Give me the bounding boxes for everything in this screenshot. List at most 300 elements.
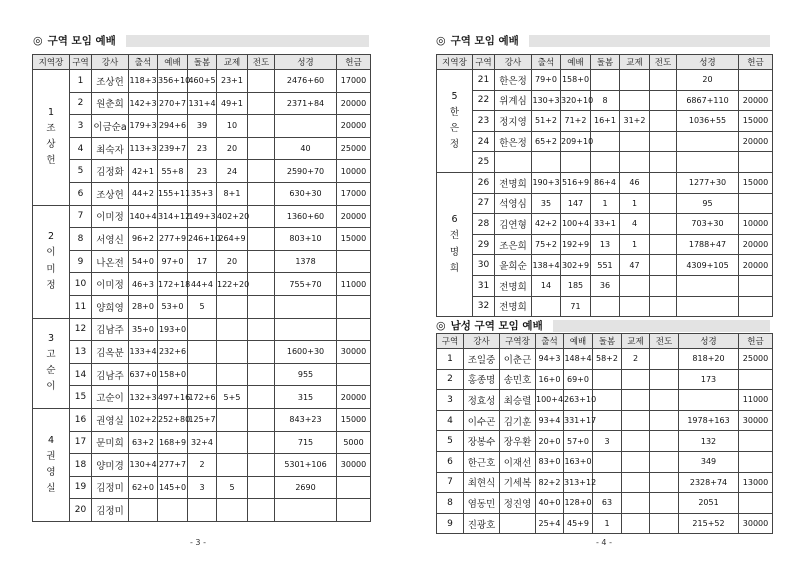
lecturer-cell (495, 152, 532, 173)
lecturer-cell: 정지영 (495, 111, 532, 132)
care-cell (593, 369, 622, 390)
attendance-cell: 93+4 (536, 410, 564, 431)
table-row (437, 493, 773, 514)
column-header: 출석 (532, 55, 561, 70)
worship-cell: 158+0 (561, 70, 591, 91)
column-header: 구역 (437, 334, 464, 349)
attendance-cell: 14 (532, 275, 561, 296)
bible-cell (275, 295, 337, 318)
group-leader-cell: 5 한 은 정 (437, 70, 473, 173)
column-header: 예배 (158, 55, 188, 70)
evangelism-cell (650, 131, 677, 152)
evangelism-cell (248, 476, 275, 499)
bible-cell: 1788+47 (677, 234, 739, 255)
lecturer-cell: 김정미 (92, 499, 129, 522)
care-cell: 172+6 (188, 386, 217, 409)
no-cell: 13 (70, 341, 92, 364)
evangelism-cell (248, 408, 275, 431)
double-circle-icon: ◎ (436, 319, 446, 332)
offering-cell (739, 369, 773, 390)
group-leader-cell: 2 이 미 정 (33, 205, 70, 318)
column-header: 성경 (679, 334, 739, 349)
fellowship-cell: 402+20 (217, 205, 248, 228)
worship-cell: 516+9 (561, 172, 591, 193)
care-cell: 33+1 (591, 214, 620, 235)
leader-cell: 김기훈 (500, 410, 536, 431)
fellowship-cell (217, 341, 248, 364)
column-header: 예배 (564, 334, 593, 349)
fellowship-cell (217, 295, 248, 318)
bible-cell: 2690 (275, 476, 337, 499)
evangelism-cell (248, 341, 275, 364)
care-cell: 149+3 (188, 205, 217, 228)
care-cell (188, 499, 217, 522)
table-row (33, 386, 371, 409)
column-header: 강사 (92, 55, 129, 70)
no-cell: 28 (473, 214, 495, 235)
attendance-cell: 140+4 (129, 205, 158, 228)
no-cell: 21 (473, 70, 495, 91)
bible-cell: 173 (679, 369, 739, 390)
no-cell: 7 (70, 205, 92, 228)
worship-cell: 172+18 (158, 273, 188, 296)
fellowship-cell (217, 499, 248, 522)
no-cell: 22 (473, 90, 495, 111)
offering-cell: 15000 (739, 111, 773, 132)
table-row (33, 70, 371, 93)
worship-cell: 57+0 (564, 431, 593, 452)
no-cell: 16 (70, 408, 92, 431)
offering-cell: 10000 (337, 160, 371, 183)
offering-cell: 30000 (337, 454, 371, 477)
bible-cell: 1600+30 (275, 341, 337, 364)
column-header: 전도 (650, 334, 679, 349)
attendance-cell: 96+2 (129, 228, 158, 251)
attendance-cell: 63+2 (129, 431, 158, 454)
attendance-cell: 28+0 (129, 295, 158, 318)
worship-cell (158, 499, 188, 522)
column-header: 헌금 (739, 334, 773, 349)
evangelism-cell (650, 193, 677, 214)
worship-cell: 128+0 (564, 493, 593, 514)
offering-cell (337, 318, 371, 341)
offering-cell (739, 493, 773, 514)
no-cell: 8 (70, 228, 92, 251)
right-section-title: 구역 모임 예배 (450, 35, 519, 47)
table-row (33, 408, 371, 431)
fellowship-cell: 8+1 (217, 182, 248, 205)
district-cell: 7 (437, 472, 464, 493)
attendance-cell: 35+0 (129, 318, 158, 341)
bible-cell: 1360+60 (275, 205, 337, 228)
care-cell (591, 152, 620, 173)
bible-cell (677, 275, 739, 296)
care-cell (188, 318, 217, 341)
worship-cell: 53+0 (158, 295, 188, 318)
attendance-cell: 637+0 (129, 363, 158, 386)
lecturer-cell: 이미정 (92, 273, 129, 296)
fellowship-cell: 24 (217, 160, 248, 183)
no-cell: 30 (473, 255, 495, 276)
table-row (437, 410, 773, 431)
bible-cell: 215+52 (679, 513, 739, 534)
table-row (33, 431, 371, 454)
care-cell: 35+3 (188, 182, 217, 205)
care-cell (591, 70, 620, 91)
fellowship-cell (622, 369, 650, 390)
evangelism-cell (650, 493, 679, 514)
evangelism-cell (248, 160, 275, 183)
worship-cell: 331+17 (564, 410, 593, 431)
offering-cell (739, 275, 773, 296)
men-section-title: 남성 구역 모임 예배 (450, 320, 543, 332)
table-row (437, 349, 773, 370)
evangelism-cell (248, 431, 275, 454)
care-cell (591, 131, 620, 152)
no-cell: 14 (70, 363, 92, 386)
care-cell (593, 390, 622, 411)
fellowship-cell (622, 431, 650, 452)
right-attendance-table (436, 54, 773, 317)
worship-cell: 497+16 (158, 386, 188, 409)
care-cell: 17 (188, 250, 217, 273)
worship-cell: 97+0 (158, 250, 188, 273)
no-cell: 4 (70, 137, 92, 160)
lecturer-cell: 김남주 (92, 318, 129, 341)
fellowship-cell (217, 363, 248, 386)
evangelism-cell (650, 296, 677, 317)
care-cell: 551 (591, 255, 620, 276)
fellowship-cell: 23+1 (217, 70, 248, 93)
group-leader-cell: 3 고 순 이 (33, 318, 70, 408)
lecturer-cell: 한은정 (495, 70, 532, 91)
lecturer-cell: 이금순a (92, 115, 129, 138)
bible-cell: 1036+55 (677, 111, 739, 132)
care-cell: 13 (591, 234, 620, 255)
table-row (33, 205, 371, 228)
bible-cell: 630+30 (275, 182, 337, 205)
lecturer-cell: 조일중 (464, 349, 500, 370)
care-cell: 3 (593, 431, 622, 452)
bible-cell: 818+20 (679, 349, 739, 370)
fellowship-cell (622, 472, 650, 493)
attendance-cell: 40+0 (536, 493, 564, 514)
worship-cell (561, 152, 591, 173)
no-cell: 17 (70, 431, 92, 454)
column-header: 헌금 (337, 55, 371, 70)
worship-cell: 45+9 (564, 513, 593, 534)
worship-cell: 356+10 (158, 70, 188, 93)
no-cell: 19 (70, 476, 92, 499)
bible-cell: 755+70 (275, 273, 337, 296)
district-cell: 6 (437, 451, 464, 472)
attendance-cell: 35 (532, 193, 561, 214)
fellowship-cell (217, 454, 248, 477)
no-cell: 2 (70, 92, 92, 115)
column-header: 전도 (248, 55, 275, 70)
leader-cell: 정진영 (500, 493, 536, 514)
no-cell: 3 (70, 115, 92, 138)
district-cell: 1 (437, 349, 464, 370)
column-header: 강사 (495, 55, 532, 70)
district-cell: 8 (437, 493, 464, 514)
fellowship-cell (620, 90, 650, 111)
offering-cell (337, 363, 371, 386)
table-row (33, 92, 371, 115)
offering-cell: 13000 (739, 472, 773, 493)
care-cell: 39 (188, 115, 217, 138)
lecturer-cell: 김연형 (495, 214, 532, 235)
bible-cell: 2590+70 (275, 160, 337, 183)
bible-cell: 843+23 (275, 408, 337, 431)
care-cell: 246+10 (188, 228, 217, 251)
fellowship-cell: 1 (620, 234, 650, 255)
table-row (437, 255, 773, 276)
attendance-cell: 42+1 (129, 160, 158, 183)
no-cell: 12 (70, 318, 92, 341)
column-header: 출석 (129, 55, 158, 70)
column-header: 성경 (275, 55, 337, 70)
worship-cell: 302+9 (561, 255, 591, 276)
worship-cell: 168+9 (158, 431, 188, 454)
worship-cell: 294+6 (158, 115, 188, 138)
fellowship-cell: 2 (622, 349, 650, 370)
evangelism-cell (248, 182, 275, 205)
care-cell: 63 (593, 493, 622, 514)
evangelism-cell (650, 410, 679, 431)
worship-cell: 185 (561, 275, 591, 296)
evangelism-cell (248, 318, 275, 341)
lecturer-cell: 전명희 (495, 172, 532, 193)
offering-cell (337, 250, 371, 273)
worship-cell: 277+9 (158, 228, 188, 251)
title-bar-decoration (126, 35, 369, 47)
bible-cell: 2051 (679, 493, 739, 514)
fellowship-cell (622, 493, 650, 514)
no-cell: 25 (473, 152, 495, 173)
offering-cell: 20000 (739, 234, 773, 255)
offering-cell (739, 70, 773, 91)
table-row (437, 70, 773, 91)
column-header: 구역 (70, 55, 92, 70)
district-cell: 2 (437, 369, 464, 390)
lecturer-cell: 조상헌 (92, 70, 129, 93)
worship-cell: 55+8 (158, 160, 188, 183)
bible-cell (275, 115, 337, 138)
fellowship-cell: 47 (620, 255, 650, 276)
fellowship-cell (620, 275, 650, 296)
care-cell (591, 296, 620, 317)
table-row (33, 363, 371, 386)
worship-cell: 239+7 (158, 137, 188, 160)
care-cell: 131+4 (188, 92, 217, 115)
offering-cell: 20000 (739, 131, 773, 152)
worship-cell: 145+0 (158, 476, 188, 499)
no-cell: 1 (70, 70, 92, 93)
evangelism-cell (650, 214, 677, 235)
evangelism-cell (248, 115, 275, 138)
fellowship-cell (622, 410, 650, 431)
care-cell (593, 472, 622, 493)
lecturer-cell: 김정미 (92, 476, 129, 499)
bible-cell (677, 152, 739, 173)
table-row (437, 111, 773, 132)
attendance-cell: 82+2 (536, 472, 564, 493)
offering-cell: 17000 (337, 70, 371, 93)
care-cell: 36 (591, 275, 620, 296)
worship-cell: 158+0 (158, 363, 188, 386)
care-cell: 460+5 (188, 70, 217, 93)
table-row (33, 341, 371, 364)
offering-cell (739, 296, 773, 317)
no-cell: 20 (70, 499, 92, 522)
bible-cell: 40 (275, 137, 337, 160)
table-row (33, 228, 371, 251)
worship-cell: 270+7 (158, 92, 188, 115)
no-cell: 9 (70, 250, 92, 273)
worship-cell: 192+9 (561, 234, 591, 255)
care-cell: 1 (593, 513, 622, 534)
evangelism-cell (650, 451, 679, 472)
evangelism-cell (248, 386, 275, 409)
right-section-header (436, 33, 770, 48)
lecturer-cell: 양미경 (92, 454, 129, 477)
evangelism-cell (248, 228, 275, 251)
care-cell: 86+4 (591, 172, 620, 193)
offering-cell: 20000 (337, 386, 371, 409)
fellowship-cell (620, 152, 650, 173)
fellowship-cell (622, 513, 650, 534)
bible-cell (679, 390, 739, 411)
evangelism-cell (650, 369, 679, 390)
no-cell: 27 (473, 193, 495, 214)
attendance-cell: 100+4 (536, 390, 564, 411)
lecturer-cell: 서영신 (92, 228, 129, 251)
lecturer-cell: 고순이 (92, 386, 129, 409)
lecturer-cell: 한은정 (495, 131, 532, 152)
lecturer-cell: 장봉수 (464, 431, 500, 452)
attendance-cell: 113+3 (129, 137, 158, 160)
worship-cell: 100+4 (561, 214, 591, 235)
attendance-cell: 75+2 (532, 234, 561, 255)
evangelism-cell (650, 431, 679, 452)
lecturer-cell: 석영심 (495, 193, 532, 214)
worship-cell: 263+10 (564, 390, 593, 411)
offering-cell: 11000 (739, 390, 773, 411)
evangelism-cell (248, 70, 275, 93)
left-attendance-table (32, 54, 371, 522)
offering-cell: 25000 (337, 137, 371, 160)
evangelism-cell (650, 70, 677, 91)
no-cell: 24 (473, 131, 495, 152)
worship-cell: 232+6 (158, 341, 188, 364)
page-number-left: - 3 - (190, 538, 206, 547)
care-cell (188, 341, 217, 364)
leader-cell: 기세복 (500, 472, 536, 493)
lecturer-cell: 한근호 (464, 451, 500, 472)
bible-cell (677, 131, 739, 152)
table-row (33, 115, 371, 138)
attendance-cell: 51+2 (532, 111, 561, 132)
column-header: 구역장 (500, 334, 536, 349)
leader-cell (500, 513, 536, 534)
worship-cell: 148+4 (564, 349, 593, 370)
worship-cell: 147 (561, 193, 591, 214)
attendance-cell: 133+4 (129, 341, 158, 364)
table-row (437, 472, 773, 493)
evangelism-cell (248, 363, 275, 386)
bible-cell: 1378 (275, 250, 337, 273)
district-cell: 5 (437, 431, 464, 452)
no-cell: 11 (70, 295, 92, 318)
bible-cell: 5301+106 (275, 454, 337, 477)
worship-cell: 71 (561, 296, 591, 317)
evangelism-cell (248, 205, 275, 228)
attendance-cell: 130+3 (532, 90, 561, 111)
no-cell: 18 (70, 454, 92, 477)
bible-cell: 2371+84 (275, 92, 337, 115)
lecturer-cell: 최현식 (464, 472, 500, 493)
column-header: 전도 (650, 55, 677, 70)
leader-cell: 장우환 (500, 431, 536, 452)
lecturer-cell: 원춘희 (92, 92, 129, 115)
table-row (33, 295, 371, 318)
left-table-header-row (33, 55, 371, 70)
table-row (437, 90, 773, 111)
fellowship-cell: 5+5 (217, 386, 248, 409)
attendance-cell: 130+4 (129, 454, 158, 477)
table-row (437, 390, 773, 411)
double-circle-icon: ◎ (33, 34, 43, 47)
fellowship-cell: 31+2 (620, 111, 650, 132)
evangelism-cell (650, 152, 677, 173)
evangelism-cell (248, 295, 275, 318)
column-header: 구역 (473, 55, 495, 70)
offering-cell (739, 152, 773, 173)
lecturer-cell: 최숙자 (92, 137, 129, 160)
bible-cell: 703+30 (677, 214, 739, 235)
evangelism-cell (650, 234, 677, 255)
table-row (33, 476, 371, 499)
lecturer-cell: 염동민 (464, 493, 500, 514)
bible-cell: 20 (677, 70, 739, 91)
table-row (437, 513, 773, 534)
column-header: 교제 (622, 334, 650, 349)
bible-cell: 6867+110 (677, 90, 739, 111)
table-row (33, 454, 371, 477)
bible-cell: 2328+74 (679, 472, 739, 493)
lecturer-cell: 양희영 (92, 295, 129, 318)
worship-cell: 155+11 (158, 182, 188, 205)
column-header: 지역장 (437, 55, 473, 70)
offering-cell: 10000 (739, 214, 773, 235)
men-section-header (436, 318, 770, 333)
attendance-cell: 132+3 (129, 386, 158, 409)
worship-cell: 313+12 (564, 472, 593, 493)
fellowship-cell (217, 408, 248, 431)
offering-cell: 17000 (337, 182, 371, 205)
column-header: 예배 (561, 55, 591, 70)
bible-cell: 349 (679, 451, 739, 472)
fellowship-cell: 49+1 (217, 92, 248, 115)
offering-cell: 25000 (739, 349, 773, 370)
evangelism-cell (650, 390, 679, 411)
table-row (437, 275, 773, 296)
column-header: 교제 (620, 55, 650, 70)
title-bar-decoration (553, 320, 770, 332)
fellowship-cell: 20 (217, 137, 248, 160)
evangelism-cell (650, 349, 679, 370)
